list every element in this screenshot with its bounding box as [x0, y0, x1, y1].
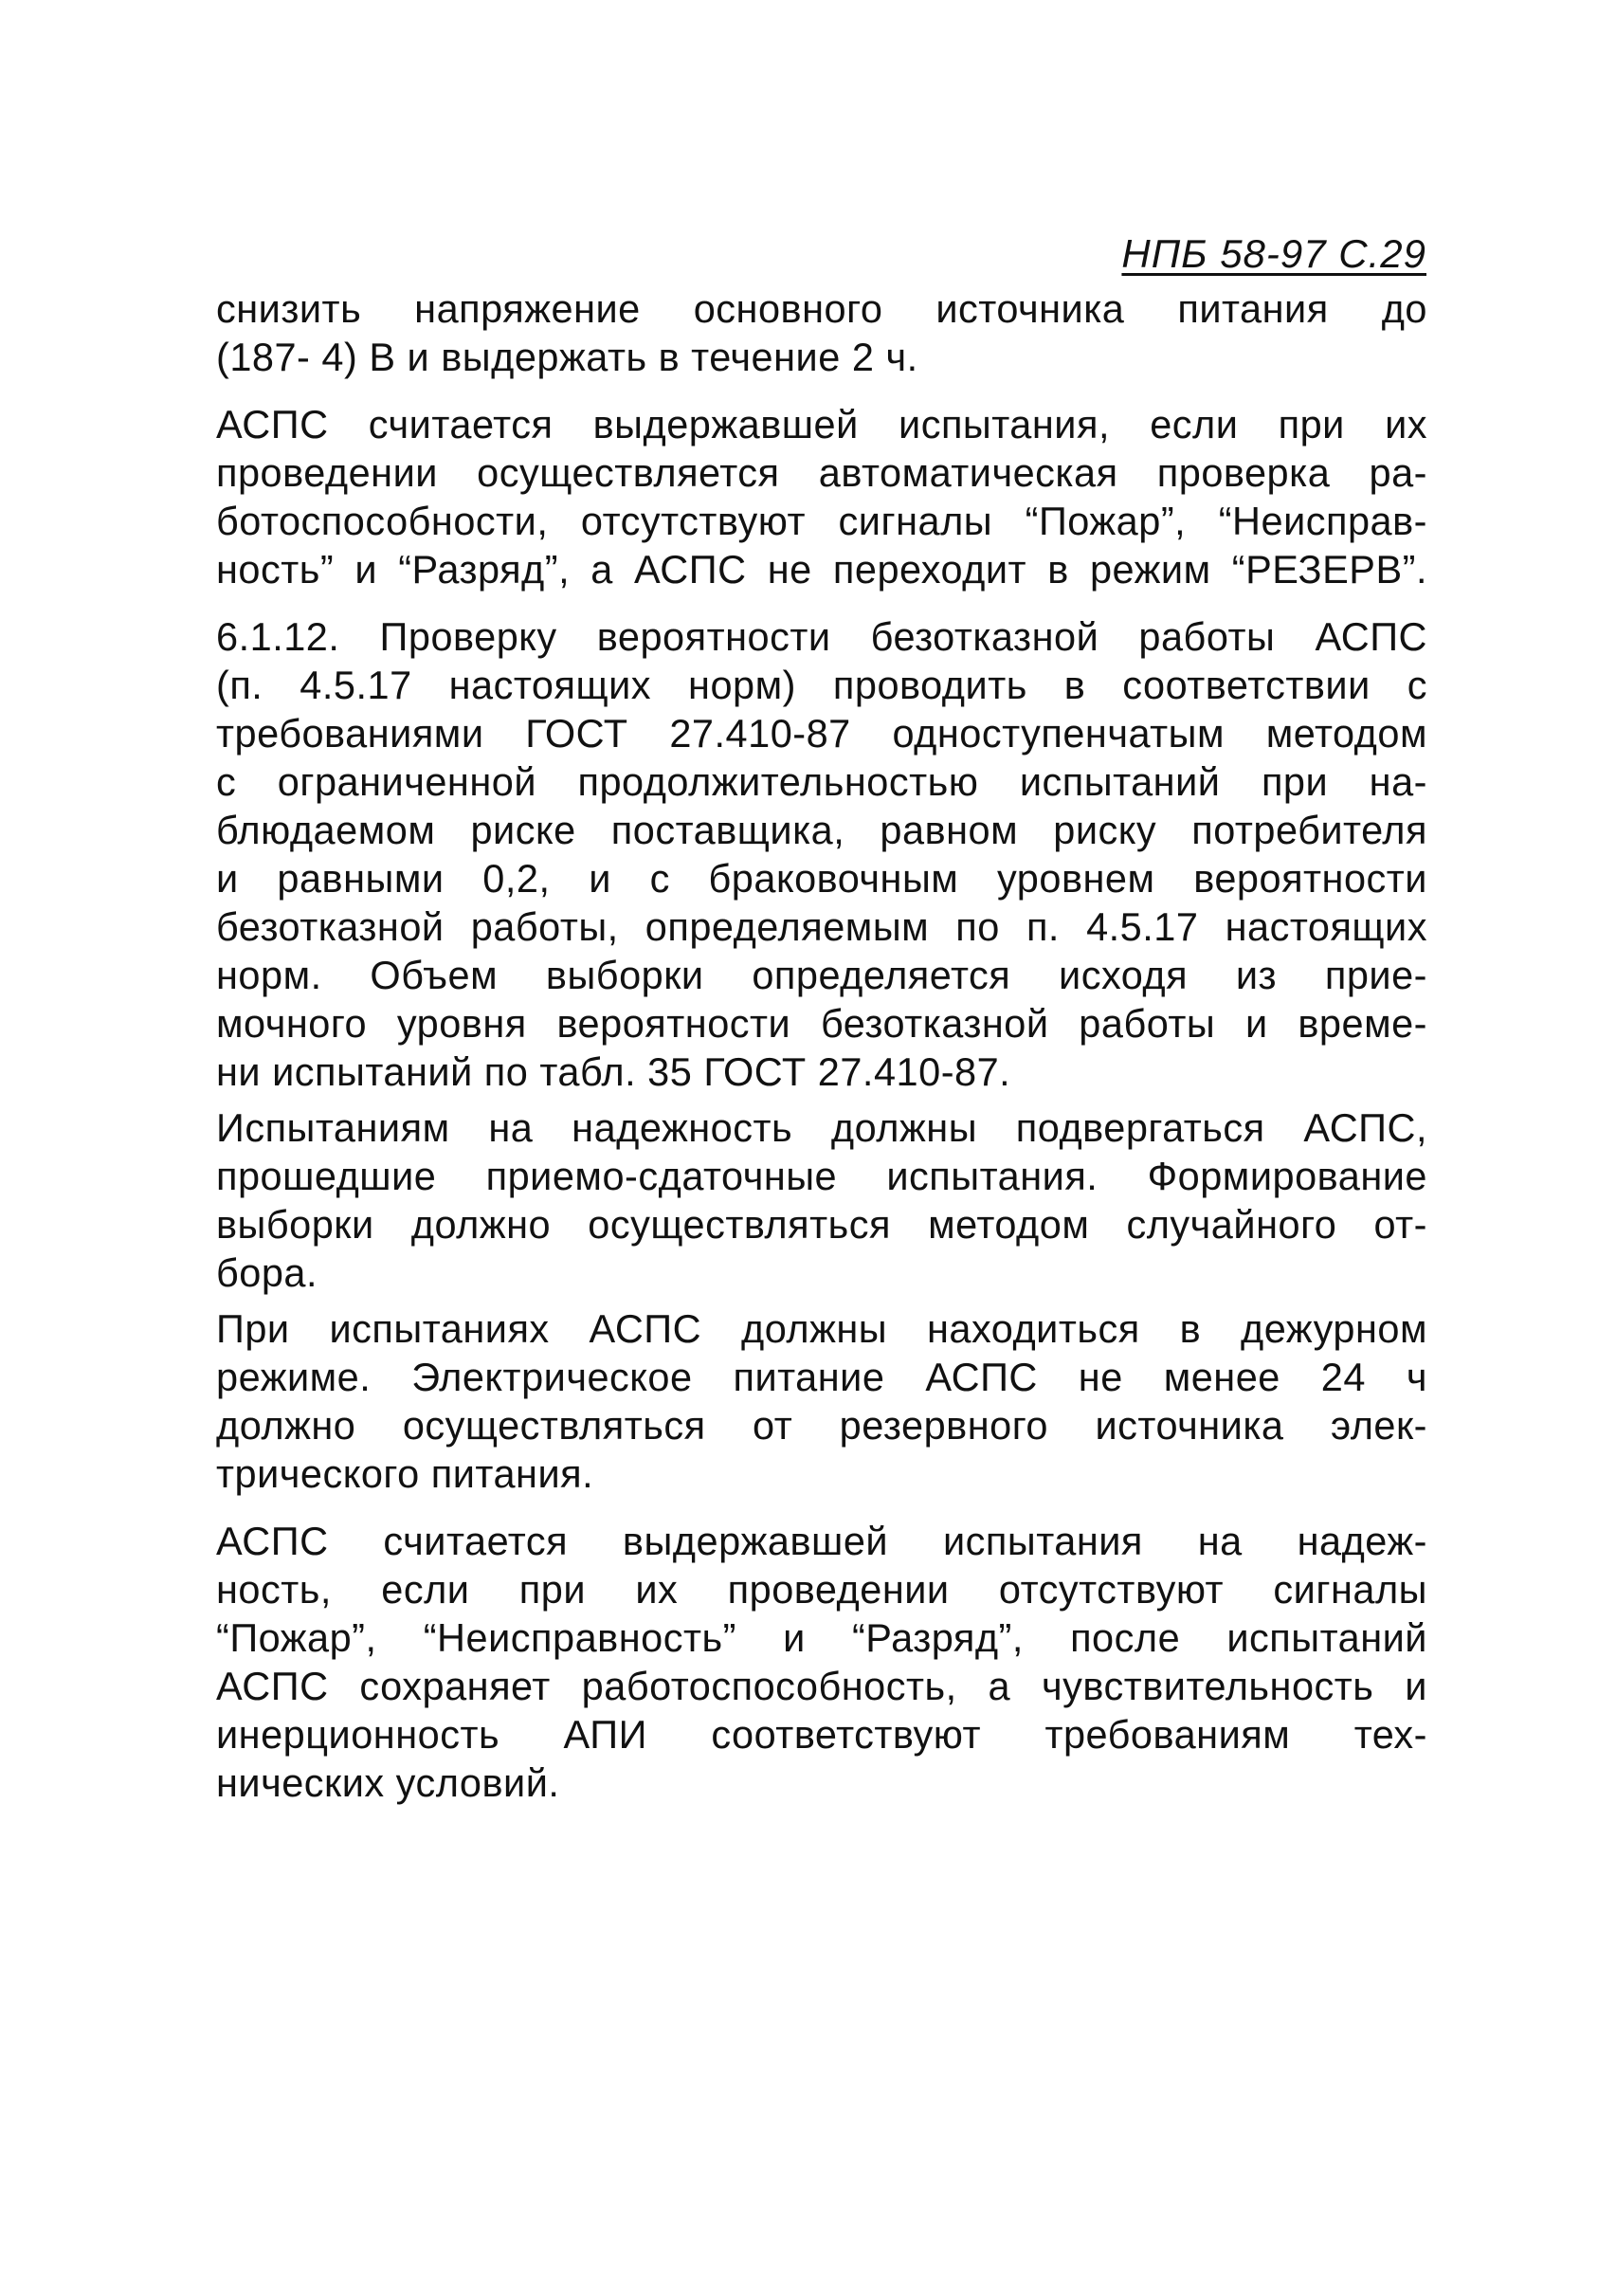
text-line: блюдаемом риске поставщика, равном риску потребителя: [216, 808, 1427, 852]
text-line: должно осуществляться от резервного источника элек-: [216, 1403, 1427, 1448]
text-line: ботоспособности, отсутствуют сигналы “Пожар”, “Неисправ-: [216, 499, 1427, 543]
paragraph-4: [216, 1103, 1427, 1297]
text-line: (187- 4) В и выдержать в течение 2 ч.: [216, 335, 918, 379]
text-line: ность” и “Разряд”, а АСПС не переходит в режим “РЕЗЕРВ”.: [216, 547, 1427, 592]
text-line: АСПС сохраняет работоспособность, а чувствительность и: [216, 1664, 1427, 1708]
text-line: (п. 4.5.17 настоящих норм) проводить в соответствии с: [216, 663, 1427, 707]
text-line: инерционность АПИ соответствуют требованиям тех-: [216, 1712, 1427, 1757]
text-line: “Пожар”, “Неисправность” и “Разряд”, после испытаний: [216, 1615, 1427, 1660]
text-line: требованиями ГОСТ 27.410-87 одноступенчатым методом: [216, 711, 1427, 756]
paragraph-1: [216, 284, 1427, 381]
paragraph-6: [216, 1517, 1427, 1807]
text-line: снизить напряжение основного источника питания до: [216, 286, 1427, 331]
text-line: режиме. Электрическое питание АСПС не менее 24 ч: [216, 1355, 1427, 1399]
text-line: с ограниченной продолжительностью испытаний при на-: [216, 759, 1427, 804]
text-line: безотказной работы, определяемым по п. 4.5.17 настоящих: [216, 904, 1427, 949]
text-line: 6.1.12. Проверку вероятности безотказной работы АСПС: [216, 614, 1427, 659]
paragraph-2: [216, 400, 1427, 593]
text-line: АСПС считается выдержавшей испытания на надеж-: [216, 1519, 1427, 1563]
text-line: проведении осуществляется автоматическая проверка ра-: [216, 450, 1427, 495]
text-line: АСПС считается выдержавшей испытания, если при их: [216, 402, 1427, 446]
document-body: [216, 284, 1427, 1807]
text-line: ни испытаний по табл. 35 ГОСТ 27.410-87.: [216, 1049, 1011, 1094]
text-line: прошедшие приемо-сдаточные испытания. Формирование: [216, 1154, 1427, 1198]
text-line: Испытаниям на надежность должны подвергаться АСПС,: [216, 1105, 1427, 1150]
text-line: и равными 0,2, и с браковочным уровнем вероятности: [216, 856, 1427, 901]
text-line: При испытаниях АСПС должны находиться в дежурном: [216, 1306, 1427, 1351]
text-line: бора.: [216, 1250, 318, 1295]
page-header-reference: НПБ 58-97 С.29: [1121, 231, 1426, 276]
text-line: трического питания.: [216, 1451, 594, 1496]
text-line: ность, если при их проведении отсутствуют сигналы: [216, 1567, 1427, 1612]
text-line: выборки должно осуществляться методом случайного от-: [216, 1202, 1427, 1247]
text-line: нических условий.: [216, 1760, 560, 1805]
text-line: мочного уровня вероятности безотказной работы и време-: [216, 1001, 1427, 1046]
paragraph-3: [216, 612, 1427, 1096]
text-line: норм. Объем выборки определяется исходя из прие-: [216, 953, 1427, 997]
paragraph-5: [216, 1304, 1427, 1498]
